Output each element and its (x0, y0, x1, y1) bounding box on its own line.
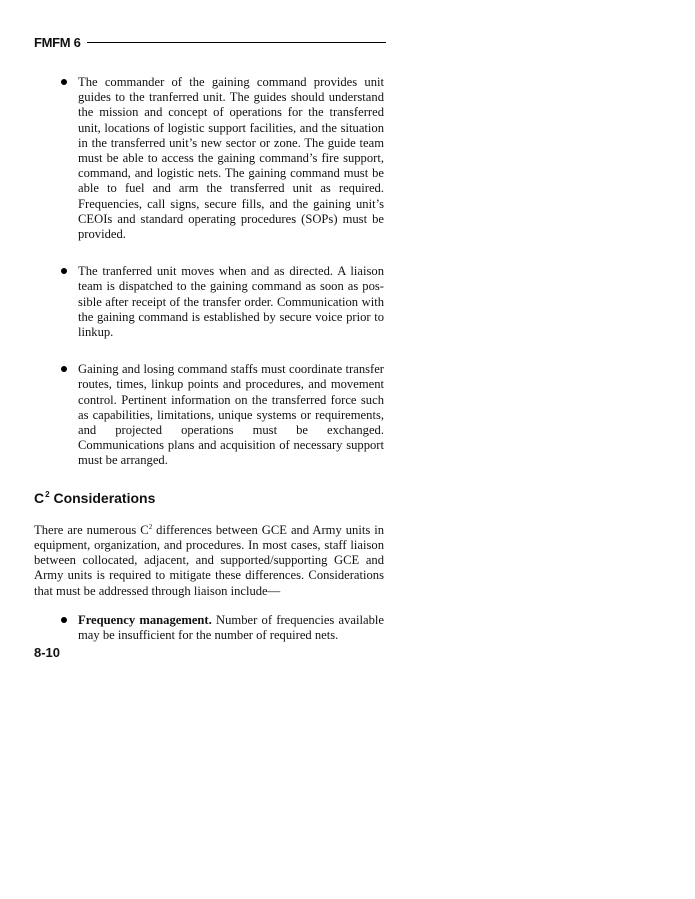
heading-prefix: C (34, 489, 45, 506)
heading-rest: Considerations (49, 489, 156, 506)
bullet-item (34, 362, 384, 468)
bullet-item (34, 264, 384, 340)
bullet-icon (61, 617, 67, 623)
section-paragraph (34, 520, 384, 599)
header-label: FMFM 6 (34, 34, 81, 50)
bullet-bold-lead: Frequency management. (78, 612, 212, 627)
bullet-icon (61, 268, 67, 274)
section-heading (34, 487, 384, 506)
bullet-text: The tranferred unit moves when and as directed. A liaison team is dispatched to the gaining command as soon as possible after receipt of the transfer order. Communication with the gaining command is established by secure voice prior to linkup. (78, 264, 384, 340)
para-superscript: 2 (148, 522, 153, 531)
header-rule (87, 42, 386, 43)
para-part: differences between GCE and Army units in equipment, organization, and procedures. In most cases, staff liaison between collocated, adjacent, and supported/supporting GCE and Army units is required to mitigate these differences. Considerations that must be addressed through liaison include— (34, 522, 384, 598)
bullet-item (34, 75, 384, 242)
bullet-text: The commander of the gaining command provides unit guides to the tranferred unit. The guides should understand the mission and concept of operations for the transferred unit, locations of logistic support facilities, and the situation in the transferred unit’s new sector or zone. The guide team must be able to access the gaining command’s fire support, command, and logistic nets. The gaining command must be able to fuel and arm the transferred unit as required. Frequencies, call signs, secure fills, and the gaining unit’s CEOIs and standard operating procedures (SOPs) must be provided. (78, 75, 384, 242)
bullet-text: Number of frequencies available may be insufficient for the number of required nets. (78, 612, 384, 643)
heading-superscript: 2 (45, 489, 50, 499)
bullet-item (34, 613, 384, 643)
running-header (34, 34, 386, 50)
bullet-icon (61, 366, 67, 372)
para-part: There are numerous C (34, 522, 149, 537)
page-number: 8-10 (34, 645, 61, 660)
bullet-icon (61, 79, 67, 85)
bullet-text: Gaining and losing command staffs must coordinate transfer routes, times, linkup points and procedures, and movement control. Pertinent information on the transferred force such as capabilities, limitations, unique systems or requirements, and projected operations must be exchanged. Communications plans and acquisition of necessary support must be arranged. (78, 362, 384, 468)
page-content (34, 75, 384, 665)
